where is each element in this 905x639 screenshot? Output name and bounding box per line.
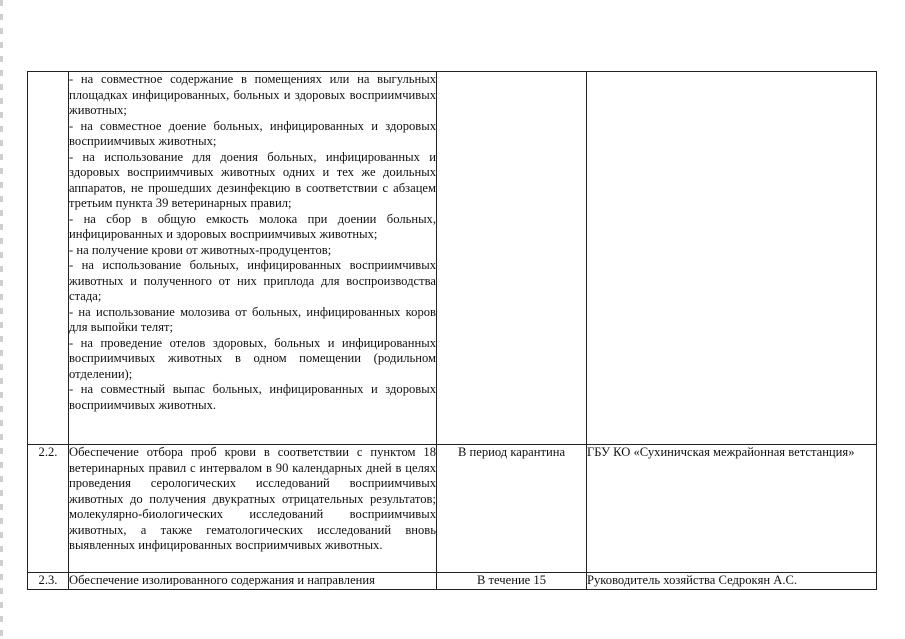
- list-item: - на использование молозива от больных, инфицированных коров для выпойки телят;: [69, 304, 436, 334]
- list-item: - на использование для доения больных, инфицированных и здоровых восприимчивых животных одних и тех же доильных аппаратов, не прошедших дезинфекцию в соответствии с абзацем третьим пункта 39 ветеринарных правил;: [69, 149, 436, 210]
- responsible-cell: ГБУ КО «Сухиничская межрайонная ветстанция»: [587, 445, 877, 573]
- list-item: - на совместный выпас больных, инфицированных и здоровых восприимчивых животных.: [69, 382, 436, 412]
- term-cell: В период карантина: [437, 445, 587, 573]
- measure-cell: Обеспечение отбора проб крови в соответствии с пунктом 18 ветеринарных правил с интервалом в 90 календарных дней в целях проведения серологических исследований восприимчивых животных до получения двукратных отрицательных результатов; молекулярно-биологических исследований восприимчивых животных, а также гематологических исследований вновь выявленных инфицированных восприимчивых животных.: [69, 445, 437, 573]
- measure-text: Обеспечение изолированного содержания и направления: [69, 573, 375, 586]
- list-item: - на совместное содержание в помещениях или на выгульных площадках инфицированных, больных и здоровых восприимчивых животных;: [69, 72, 436, 117]
- responsible-cell: [587, 72, 877, 445]
- list-item: - на проведение отелов здоровых, больных и инфицированных восприимчивых животных в одном помещении (родильном отделении);: [69, 335, 436, 381]
- row-number: [28, 72, 69, 445]
- term-cell: [437, 72, 587, 445]
- list-item: - на сбор в общую емкость молока при доении больных, инфицированных и здоровых восприимчивых животных;: [69, 211, 436, 241]
- scan-edge-artifact: [0, 0, 3, 639]
- measure-cell: [69, 72, 437, 445]
- table-row: [28, 445, 877, 573]
- table-row: [28, 573, 877, 590]
- table-row: [28, 72, 877, 445]
- list-item: - на получение крови от животных-продуцентов;: [69, 242, 332, 257]
- row-number: 2.3.: [28, 573, 69, 590]
- row-number: 2.2.: [28, 445, 69, 573]
- measure-cell: [69, 573, 437, 590]
- responsible-cell: Руководитель хозяйства Седрокян А.С.: [587, 573, 877, 590]
- measures-table: [27, 71, 877, 590]
- list-item: - на совместное доение больных, инфицированных и здоровых восприимчивых животных;: [69, 118, 436, 148]
- term-cell: В течение 15: [437, 573, 587, 590]
- list-item: - на использование больных, инфицированных восприимчивых животных и полученного от них приплода для воспроизводства стада;: [69, 258, 436, 303]
